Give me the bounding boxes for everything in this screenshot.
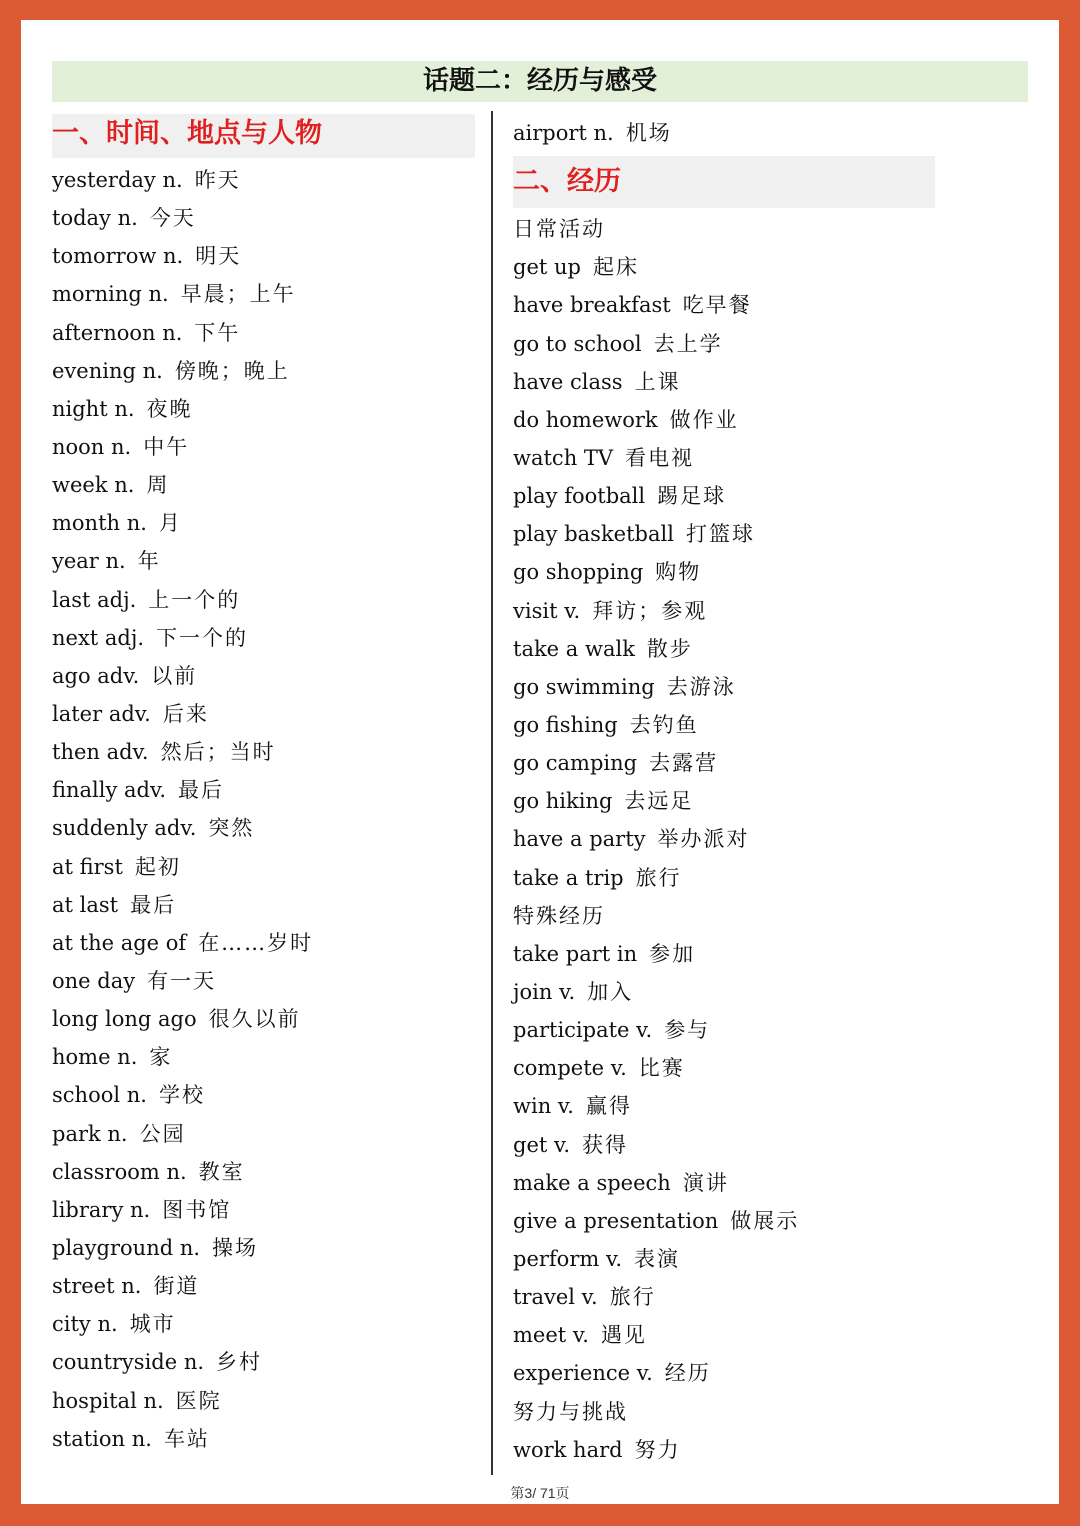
vocab-english: city n. [52, 1312, 118, 1337]
vocab-row [513, 1316, 953, 1354]
vocab-row [513, 1087, 953, 1125]
vocab-chinese: 打篮球 [685, 522, 755, 547]
vocab-row [52, 542, 494, 580]
vocab-english: one day [52, 968, 136, 993]
vocab-chinese: 医院 [175, 1388, 222, 1413]
vocab-row [52, 1420, 494, 1458]
vocab-chinese: 做展示 [730, 1208, 800, 1233]
vocab-chinese: 有一天 [147, 968, 217, 993]
vocab-row [52, 962, 494, 1000]
vocab-row [52, 352, 494, 390]
vocab-row [52, 924, 494, 962]
vocab-english: airport n. [513, 121, 614, 145]
vocab-english: have class [513, 369, 623, 394]
vocab-chinese: 上课 [634, 369, 681, 394]
vocab-english: play football [513, 484, 646, 509]
vocab-chinese: 机场 [625, 121, 672, 145]
left-column [52, 114, 494, 1458]
vocab-chinese: 去上学 [653, 331, 723, 356]
vocab-english: play basketball [513, 522, 674, 547]
vocab-row [513, 477, 953, 515]
vocab-chinese: 然后；当时 [160, 740, 276, 765]
vocab-row [513, 248, 953, 286]
vocab-list-left [52, 161, 494, 1458]
vocab-chinese: 努力 [634, 1437, 681, 1462]
section-heading-experience: 二、经历 [513, 156, 935, 208]
vocab-row [52, 695, 494, 733]
vocab-row [52, 314, 494, 352]
vocab-row [52, 657, 494, 695]
vocab-row [513, 401, 953, 439]
vocab-row [52, 466, 494, 504]
vocab-english: join v. [513, 979, 576, 1004]
vocab-chinese: 年 [137, 549, 161, 574]
vocab-english: suddenly adv. [52, 816, 197, 841]
vocab-chinese: 车站 [163, 1426, 210, 1451]
vocab-english: make a speech [513, 1170, 671, 1195]
vocab-english: meet v. [513, 1323, 589, 1348]
vocab-english: station n. [52, 1426, 152, 1451]
vocab-english: finally adv. [52, 778, 167, 803]
vocab-english: morning n. [52, 282, 169, 307]
vocab-english: playground n. [52, 1235, 201, 1260]
vocab-row [513, 1164, 953, 1202]
vocab-chinese: 周 [146, 473, 170, 498]
vocab-english: classroom n. [52, 1159, 187, 1184]
vocab-row [513, 553, 953, 591]
vocab-row [52, 848, 494, 886]
vocab-english: get up [513, 255, 581, 280]
vocab-row [513, 1354, 953, 1392]
vocab-row [52, 1267, 494, 1305]
vocab-chinese: 突然 [208, 816, 255, 841]
vocab-row [52, 1115, 494, 1153]
vocab-english: go swimming [513, 674, 655, 699]
vocab-row [52, 886, 494, 924]
vocab-english: ago adv. [52, 663, 140, 688]
vocab-chinese: 乡村 [216, 1350, 263, 1375]
vocab-english: month n. [52, 511, 147, 536]
vocab-row [52, 161, 494, 199]
vocab-row [513, 515, 953, 553]
page-number: 第3/ 71页 [510, 1485, 570, 1501]
vocab-chinese: 今天 [149, 206, 196, 231]
vocab-english: have a party [513, 827, 646, 852]
vocab-chinese: 遇见 [600, 1323, 647, 1348]
vocab-english: experience v. [513, 1361, 653, 1386]
vocab-chinese: 后来 [162, 701, 209, 726]
vocab-english: park n. [52, 1121, 128, 1146]
vocab-chinese: 参与 [664, 1018, 711, 1043]
vocab-chinese: 演讲 [682, 1170, 729, 1195]
vocab-chinese: 中午 [143, 434, 190, 459]
vocab-english: street n. [52, 1274, 142, 1299]
vocab-row [513, 668, 953, 706]
vocab-english: afternoon n. [52, 320, 183, 345]
vocab-chinese: 明天 [195, 244, 242, 269]
vocab-chinese: 散步 [646, 636, 693, 661]
vocab-row [513, 592, 953, 630]
vocab-row [52, 390, 494, 428]
vocab-english: at first [52, 854, 123, 879]
vocab-chinese: 看电视 [625, 445, 695, 470]
vocab-chinese: 表演 [634, 1246, 680, 1271]
vocab-chinese: 公园 [139, 1121, 186, 1146]
vocab-english: work hard [513, 1437, 623, 1462]
vocab-english: later adv. [52, 701, 151, 726]
vocab-chinese: 吃早餐 [682, 293, 752, 318]
vocab-english: take a trip [513, 865, 624, 890]
vocab-row [513, 1202, 953, 1240]
vocab-english: then adv. [52, 740, 149, 765]
vocab-english: go to school [513, 331, 642, 356]
vocab-row [513, 1278, 953, 1316]
vocab-english: compete v. [513, 1056, 627, 1081]
vocab-chinese: 举办派对 [657, 827, 750, 852]
vocab-row [513, 1126, 953, 1164]
vocab-english: do homework [513, 407, 658, 432]
vocab-row [513, 630, 953, 668]
vocab-list-daily [513, 248, 953, 896]
vocab-english: library n. [52, 1197, 151, 1222]
vocab-chinese: 经历 [664, 1361, 711, 1386]
vocab-english: evening n. [52, 358, 163, 383]
vocab-list-effort [513, 1431, 953, 1469]
vocab-row [52, 1153, 494, 1191]
vocab-row [52, 1305, 494, 1343]
vocab-english: next adj. [52, 625, 145, 650]
vocab-chinese: 比赛 [638, 1056, 685, 1081]
vocab-chinese: 图书馆 [162, 1197, 232, 1222]
vocab-row [52, 1343, 494, 1381]
vocab-row [52, 275, 494, 313]
vocab-chinese: 去游泳 [666, 674, 736, 699]
vocab-english: long long ago [52, 1007, 197, 1032]
vocab-english: visit v. [513, 598, 581, 623]
vocab-chinese: 月 [158, 511, 182, 536]
vocab-chinese: 操场 [212, 1235, 259, 1260]
vocab-chinese: 城市 [129, 1312, 176, 1337]
document-page [21, 20, 1059, 1504]
vocab-row [513, 744, 953, 782]
vocab-row [513, 1240, 953, 1278]
subheading-daily: 日常活动 [513, 217, 605, 242]
vocab-chinese: 家 [149, 1045, 173, 1070]
vocab-row [513, 439, 953, 477]
vocab-row [513, 1049, 953, 1087]
subheading-effort: 努力与挑战 [513, 1399, 628, 1424]
vocab-chinese: 去远足 [624, 789, 694, 814]
vocab-english: perform v. [513, 1246, 622, 1271]
vocab-english: travel v. [513, 1285, 598, 1310]
vocab-chinese: 早晨；上午 [180, 282, 296, 307]
vocab-row [52, 199, 494, 237]
vocab-english: week n. [52, 473, 135, 498]
vocab-english: watch TV [513, 445, 614, 470]
page-title: 话题二：经历与感受 [52, 61, 1028, 102]
vocab-chinese: 最后 [130, 892, 177, 917]
vocab-chinese: 下一个的 [156, 625, 249, 650]
vocab-english: countryside n. [52, 1350, 205, 1375]
vocab-row [52, 1000, 494, 1038]
vocab-row [513, 1431, 953, 1469]
vocab-row [513, 325, 953, 363]
vocab-row [52, 1076, 494, 1114]
vocab-chinese: 傍晚；晚上 [174, 358, 290, 383]
vocab-row [52, 809, 494, 847]
right-column [513, 114, 953, 1469]
vocab-chinese: 学校 [158, 1083, 205, 1108]
vocab-english: participate v. [513, 1018, 653, 1043]
vocab-row [52, 1038, 494, 1076]
vocab-chinese: 购物 [655, 560, 702, 585]
vocab-chinese: 昨天 [194, 168, 241, 192]
vocab-row [52, 581, 494, 619]
vocab-row [52, 733, 494, 771]
vocab-row [513, 114, 953, 152]
vocab-row [52, 504, 494, 542]
vocab-row [513, 935, 953, 973]
vocab-row [52, 237, 494, 275]
vocab-chinese: 拜访；参观 [592, 598, 708, 623]
vocab-row [513, 782, 953, 820]
vocab-chinese: 下午 [194, 320, 241, 345]
vocab-chinese: 做作业 [669, 407, 739, 432]
vocab-row [513, 859, 953, 897]
vocab-english: win v. [513, 1094, 574, 1119]
vocab-english: go fishing [513, 712, 618, 737]
vocab-row [52, 771, 494, 809]
vocab-english: at the age of [52, 930, 187, 955]
vocab-row [513, 973, 953, 1011]
vocab-english: school n. [52, 1083, 147, 1108]
vocab-row [52, 1191, 494, 1229]
vocab-english: give a presentation [513, 1208, 719, 1233]
vocab-english: take a walk [513, 636, 635, 661]
vocab-chinese: 以前 [151, 663, 198, 688]
vocab-english: go shopping [513, 560, 644, 585]
vocab-chinese: 街道 [153, 1274, 200, 1299]
vocab-english: go hiking [513, 789, 613, 814]
vocab-row [513, 706, 953, 744]
vocab-english: night n. [52, 396, 135, 421]
vocab-english: take part in [513, 941, 638, 966]
vocab-chinese: 赢得 [585, 1094, 632, 1119]
vocab-chinese: 夜晚 [146, 396, 193, 421]
vocab-row [52, 619, 494, 657]
section-heading-time-place: 一、时间、地点与人物 [52, 114, 475, 158]
vocab-english: have breakfast [513, 293, 671, 318]
vocab-chinese: 最后 [178, 778, 225, 803]
vocab-chinese: 加入 [587, 979, 634, 1004]
vocab-row [52, 1229, 494, 1267]
vocab-list-special [513, 935, 953, 1393]
vocab-english: last adj. [52, 587, 137, 612]
vocab-english: today n. [52, 206, 138, 231]
vocab-chinese: 起床 [592, 255, 639, 280]
vocab-chinese: 去露营 [649, 751, 719, 776]
vocab-row [513, 286, 953, 324]
vocab-row [513, 820, 953, 858]
vocab-chinese: 获得 [582, 1132, 629, 1157]
vocab-chinese: 旅行 [609, 1285, 656, 1310]
vocab-chinese: 上一个的 [148, 587, 241, 612]
vocab-english: go camping [513, 751, 638, 776]
vocab-row [513, 363, 953, 401]
vocab-english: noon n. [52, 434, 132, 459]
column-divider [491, 111, 493, 1475]
vocab-chinese: 踢足球 [657, 484, 727, 509]
vocab-english: hospital n. [52, 1388, 164, 1413]
vocab-chinese: 很久以前 [208, 1007, 301, 1032]
vocab-english: at last [52, 892, 119, 917]
vocab-english: get v. [513, 1132, 571, 1157]
vocab-english: yesterday n. [52, 168, 183, 192]
vocab-english: tomorrow n. [52, 244, 184, 269]
vocab-row [513, 1011, 953, 1049]
vocab-row [52, 1382, 494, 1420]
vocab-row [52, 428, 494, 466]
vocab-chinese: 起初 [134, 854, 181, 879]
vocab-english: year n. [52, 549, 126, 574]
vocab-chinese: 去钓鱼 [629, 712, 699, 737]
subheading-special: 特殊经历 [513, 903, 605, 928]
vocab-chinese: 参加 [649, 941, 696, 966]
vocab-chinese: 在……岁时 [198, 930, 314, 955]
vocab-chinese: 教室 [198, 1159, 245, 1184]
vocab-english: home n. [52, 1045, 138, 1070]
vocab-chinese: 旅行 [635, 865, 682, 890]
